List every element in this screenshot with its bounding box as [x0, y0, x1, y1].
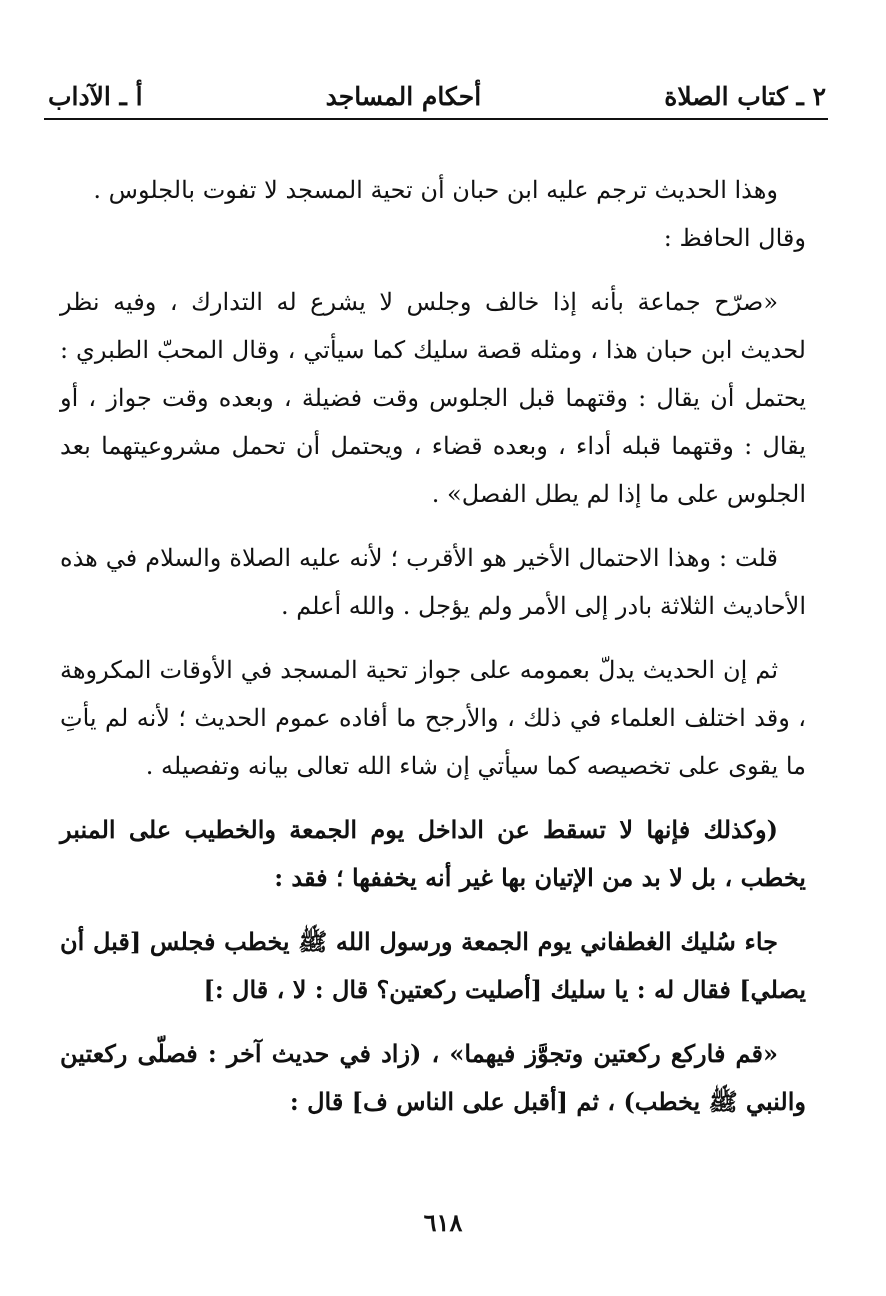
header-chapter: ٢ ـ كتاب الصلاة: [664, 81, 826, 111]
paragraph-2: وقال الحافظ :: [663, 224, 806, 252]
header-rule: [44, 118, 828, 120]
header-subsection: أ ـ الآداب: [48, 81, 143, 111]
paragraph-5: ثم إن الحديث يدلّ بعمومه على جواز تحية المسجد في الأوقات المكروهة ، وقد اختلف العلماء في ذلك ، والأرجح ما أفاده عموم الحديث ؛ لأنه لم يأتِ ما يقوى على تخصيصه كما سيأتي إن شاء الله تعالى بيانه وتفصيله .: [60, 656, 806, 780]
paragraph-6: (وكذلك فإنها لا تسقط عن الداخل يوم الجمعة والخطيب على المنبر يخطب ، بل لا بد من الإتيان بها غير أنه يخففها ؛ فقد :: [60, 815, 806, 892]
paragraph-3: «صرّح جماعة بأنه إذا خالف وجلس لا يشرع له التدارك ، وفيه نظر لحديث ابن حبان هذا ، ومثله قصة سليك كما سيأتي ، وقال المحبّ الطبري : يحتمل أن يقال : وقتهما قبل الجلوس وقت فضيلة ، وبعده وقت جواز ، أو يقال : وقتهما قبله أداء ، وبعده قضاء ، ويحتمل أن تحمل مشروعيتهما بعد الجلوس على ما إذا لم يطل الفصل» .: [60, 288, 806, 508]
paragraph-8: «قم فاركع ركعتين وتجوَّز فيهما» ، (زاد في حديث آخر : فصلّى ركعتين والنبي ﷺ يخطب) ، ثم [أقبل على الناس ف] قال :: [60, 1039, 806, 1116]
running-header: [48, 76, 826, 116]
paragraph-7: جاء سُليك الغطفاني يوم الجمعة ورسول الله ﷺ يخطب فجلس [قبل أن يصلي] فقال له : يا سليك [أصليت ركعتين؟ قال : لا ، قال :]: [60, 927, 806, 1004]
page-number: ٦١٨: [423, 1208, 463, 1237]
paragraph-1: وهذا الحديث ترجم عليه ابن حبان أن تحية المسجد لا تفوت بالجلوس .: [93, 176, 778, 204]
paragraph-4: قلت : وهذا الاحتمال الأخير هو الأقرب ؛ لأنه عليه الصلاة والسلام في هذه الأحاديث الثلاثة بادر إلى الأمر ولم يؤجل . والله أعلم .: [60, 544, 806, 620]
page-body: [60, 166, 806, 1186]
header-section-title: أحكام المساجد: [325, 81, 482, 111]
